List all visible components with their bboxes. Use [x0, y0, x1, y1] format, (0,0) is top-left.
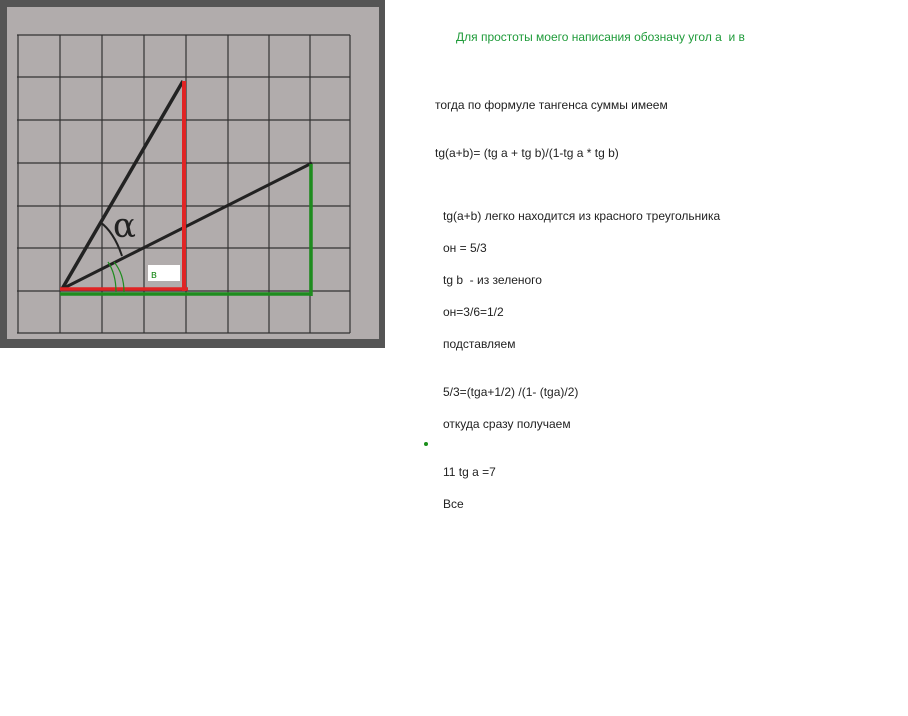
green-triangle-text: tg b - из зеленого [443, 273, 542, 287]
substitute-text: подставляем [443, 337, 516, 351]
red-value-text: он = 5/3 [443, 241, 487, 255]
alpha-symbol: α [113, 206, 136, 246]
bullet-dot [424, 442, 428, 446]
b-label: в [151, 269, 157, 281]
formula-intro-text: тогда по формуле тангенса суммы имеем [435, 98, 668, 112]
intro-text: Для простоты моего написания обозначу угол а и в [456, 30, 745, 44]
equation-text: 5/3=(tga+1/2) /(1- (tga)/2) [443, 385, 579, 399]
green-value-text: он=3/6=1/2 [443, 305, 504, 319]
end-text: Все [443, 497, 464, 511]
hence-text: откуда сразу получаем [443, 417, 571, 431]
grid-figure [0, 0, 385, 348]
result-text: 11 tg a =7 [443, 465, 496, 479]
red-triangle-text: tg(a+b) легко находится из красного треугольника [443, 209, 721, 223]
formula-text: tg(a+b)= (tg a + tg b)/(1-tg a * tg b) [435, 146, 619, 160]
grid-figure-svg [0, 0, 385, 348]
